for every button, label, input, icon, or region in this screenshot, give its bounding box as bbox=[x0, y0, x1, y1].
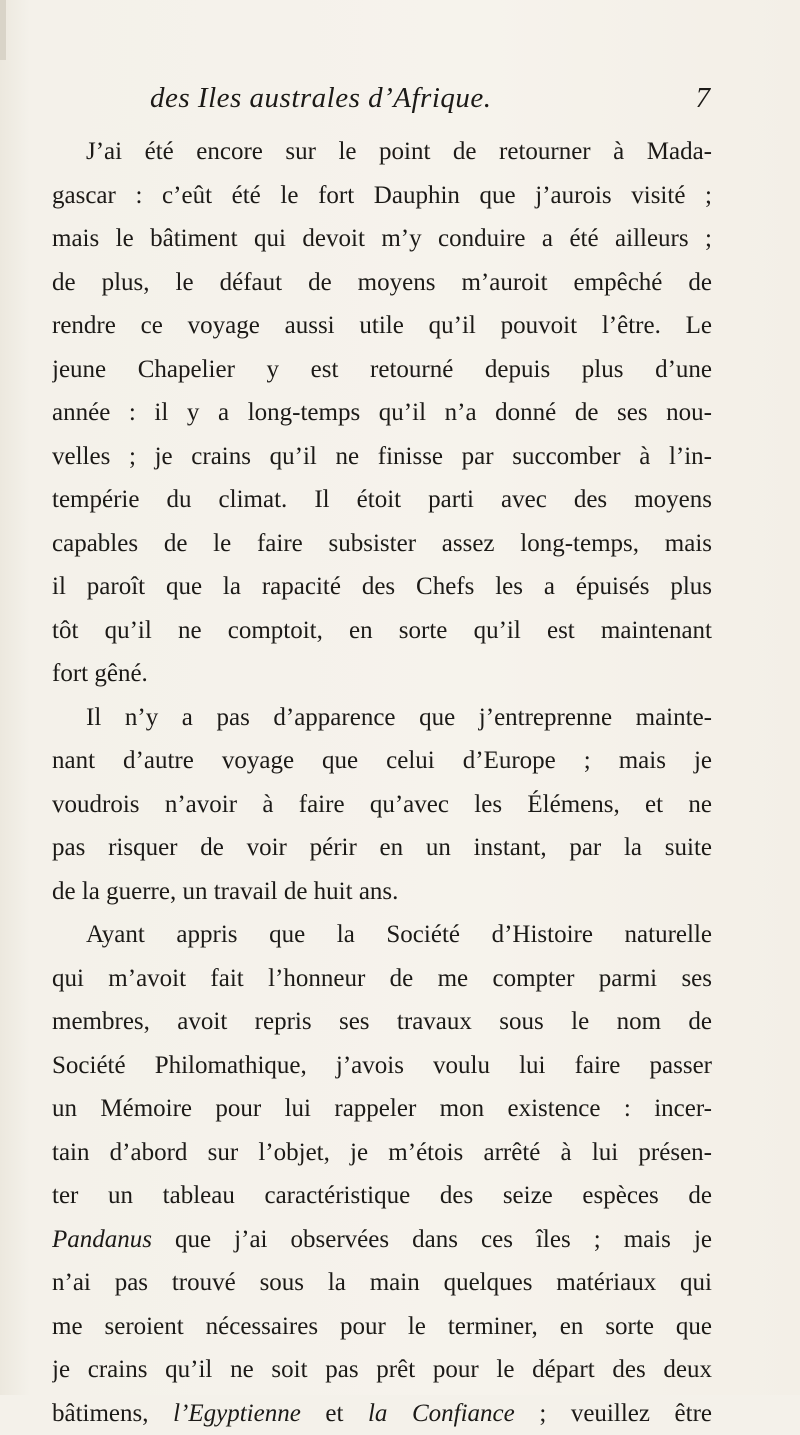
text-line: nant d’autre voyage que celui d’Europe ; mais je bbox=[52, 739, 712, 783]
text-line: je crains qu’il ne soit pas prêt pour le départ des deux bbox=[52, 1348, 712, 1392]
text-line: de la guerre, un travail de huit ans. bbox=[52, 870, 712, 914]
text-line: membres, avoit repris ses travaux sous le nom de bbox=[52, 1000, 712, 1044]
text-line: tain d’abord sur l’objet, je m’étois arrêté à lui présen- bbox=[52, 1131, 712, 1175]
text-line: mais le bâtiment qui devoit m’y conduire a été ailleurs ; bbox=[52, 217, 712, 261]
paragraph-2 bbox=[52, 696, 712, 914]
italic-term: Pandanus bbox=[52, 1226, 152, 1253]
text-line: pas risquer de voir périr en un instant, par la suite bbox=[52, 826, 712, 870]
text-line: ter un tableau caractéristique des seize espèces de bbox=[52, 1174, 712, 1218]
text-line: tôt qu’il ne comptoit, en sorte qu’il est maintenant bbox=[52, 609, 712, 653]
text-line: jeune Chapelier y est retourné depuis plus d’une bbox=[52, 348, 712, 392]
text-line: capables de le faire subsister assez long-temps, mais bbox=[52, 522, 712, 566]
page-edge-shadow bbox=[0, 0, 6, 60]
text-line: rendre ce voyage aussi utile qu’il pouvoit l’être. Le bbox=[52, 304, 712, 348]
text-line: tempérie du climat. Il étoit parti avec des moyens bbox=[52, 478, 712, 522]
text-line: Il n’y a pas d’apparence que j’entreprenne mainte- bbox=[52, 696, 712, 740]
text-line: il paroît que la rapacité des Chefs les a épuisés plus bbox=[52, 565, 712, 609]
body-text bbox=[52, 130, 712, 1435]
text-line: gascar : c’eût été le fort Dauphin que j’aurois visité ; bbox=[52, 174, 712, 218]
running-title: des Iles australes d’Afrique. bbox=[150, 82, 492, 115]
text-line: qui m’avoit fait l’honneur de me compter parmi ses bbox=[52, 957, 712, 1001]
text-line: fort gêné. bbox=[52, 652, 712, 696]
page-number: 7 bbox=[696, 82, 711, 115]
text-line: de plus, le défaut de moyens m’auroit empêché de bbox=[52, 261, 712, 305]
text-line: me seroient nécessaires pour le terminer, en sorte que bbox=[52, 1305, 712, 1349]
text-line: Ayant appris que la Société d’Histoire naturelle bbox=[52, 913, 712, 957]
text-line: Société Philomathique, j’avois voulu lui faire passer bbox=[52, 1044, 712, 1088]
text-line: Pandanus que j’ai observées dans ces îles ; mais je bbox=[52, 1218, 712, 1262]
page-header bbox=[150, 82, 710, 122]
text-line: n’ai pas trouvé sous la main quelques matériaux qui bbox=[52, 1261, 712, 1305]
text-line: un Mémoire pour lui rappeler mon existence : incer- bbox=[52, 1087, 712, 1131]
text-line: bâtimens, l’Egyptienne et la Confiance ; veuillez être bbox=[52, 1392, 712, 1435]
text-line: voudrois n’avoir à faire qu’avec les Élémens, et ne bbox=[52, 783, 712, 827]
italic-term: la Confiance bbox=[368, 1400, 515, 1427]
text-line: J’ai été encore sur le point de retourner à Mada- bbox=[52, 130, 712, 174]
italic-term: l’Egyptienne bbox=[173, 1400, 301, 1427]
paragraph-1 bbox=[52, 130, 712, 696]
text-line: velles ; je crains qu’il ne finisse par succomber à l’in- bbox=[52, 435, 712, 479]
text-line: année : il y a long-temps qu’il n’a donné de ses nou- bbox=[52, 391, 712, 435]
paragraph-3 bbox=[52, 913, 712, 1435]
